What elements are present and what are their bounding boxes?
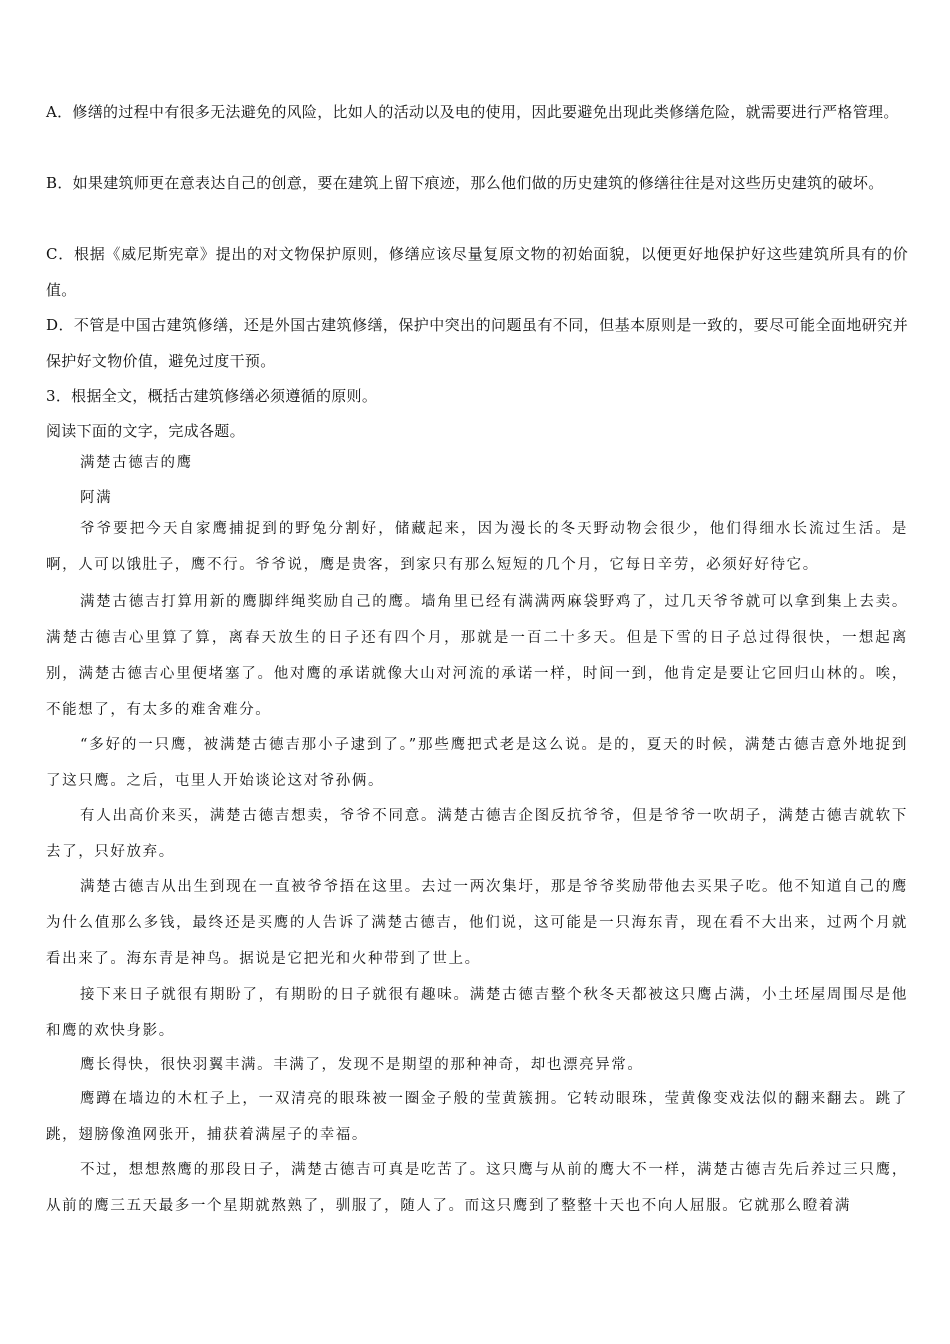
reading-instruction: 阅读下面的文字，完成各题。 [46,422,245,440]
option-d: D．不管是中国古建筑修缮，还是外国古建筑修缮，保护中突出的问题虽有不同，但基本原则是一致的，要尽可能全面地研究并保护好文物价值，避免过度干预。 [46,316,908,370]
story-paragraph: 不过，想想熬鹰的那段日子，满楚古德吉可真是吃苦了。这只鹰与从前的鹰大不一样，满楚古德吉先后养过三只鹰，从前的鹰三五天最多一个星期就熬熟了，驯服了，随人了。而这只鹰到了整整十天也不向人屈服。它就那么瞪着满 [46,1162,908,1214]
story-paragraph: 满楚古德吉从出生到现在一直被爷爷捂在这里。去过一两次集圩，那是爷爷奖励带他去买果子吃。他不知道自己的鹰为什么值那么多钱，最终还是买鹰的人告诉了满楚古德吉，他们说，这可能是一只海东青，现在看不大出来，过两个月就看出来了。海东青是神鸟。据说是它把光和火种带到了世上。 [46,879,908,967]
story-author: 阿满 [80,490,113,506]
story-paragraph: 鹰蹲在墙边的木杠子上，一双清亮的眼珠被一圈金子般的莹黄簇拥。它转动眼珠，莹黄像变戏法似的翻来翻去。跳了跳，翅膀像渔网张开，捕获着满屋子的幸福。 [46,1091,908,1143]
story-paragraph: 爷爷要把今天自家鹰捕捉到的野兔分割好，储藏起来，因为漫长的冬天野动物会很少，他们得细水长流过生活。是啊，人可以饿肚子，鹰不行。爷爷说，鹰是贵客，到家只有那么短短的几个月，它每日辛劳，必须好好待它。 [46,521,908,573]
story-paragraph: 有人出高价来买，满楚古德吉想卖，爷爷不同意。满楚古德吉企图反抗爷爷，但是爷爷一吹胡子，满楚古德吉就软下去了，只好放弃。 [46,808,908,860]
option-a: A．修缮的过程中有很多无法避免的风险，比如人的活动以及电的使用，因此要避免出现此类修缮危险，就需要进行严格管理。 [46,103,899,121]
story-paragraph: 满楚古德吉打算用新的鹰脚绊绳奖励自己的鹰。墙角里已经有满满两麻袋野鸡了，过几天爷爷就可以拿到集上去卖。满楚古德吉心里算了算，离春天放生的日子还有四个月，那就是一百二十多天。但是下雪的日子总过得很快，一想起离别，满楚古德吉心里便堵塞了。他对鹰的承诺就像大山对河流的承诺一样，时间一到，他肯定是要让它回归山林的。唉，不能想了，有太多的难舍难分。 [46,594,908,718]
story-title: 满楚古德吉的鹰 [80,455,193,471]
option-c: C．根据《威尼斯宪章》提出的对文物保护原则，修缮应该尽量复原文物的初始面貌，以便更好地保护好这些建筑所具有的价值。 [46,245,908,299]
story-paragraph: 接下来日子就很有期盼了，有期盼的日子就很有趣味。满楚古德吉整个秋冬天都被这只鹰占满，小土坯屋周围尽是他和鹰的欢快身影。 [46,987,908,1039]
option-b: B．如果建筑师更在意表达自己的创意，要在建筑上留下痕迹，那么他们做的历史建筑的修缮往往是对这些历史建筑的破坏。 [46,174,884,192]
story-paragraph: “多好的一只鹰，被满楚古德吉那小子逮到了。”那些鹰把式老是这么说。是的，夏天的时候，满楚古德吉意外地捉到了这只鹰。之后，屯里人开始谈论这对爷孙俩。 [46,737,908,789]
story-paragraph: 鹰长得快，很快羽翼丰满。丰满了，发现不是期望的那种神奇，却也漂亮异常。 [80,1057,644,1073]
question-3: 3．根据全文，概括古建筑修缮必须遵循的原则。 [46,387,378,405]
